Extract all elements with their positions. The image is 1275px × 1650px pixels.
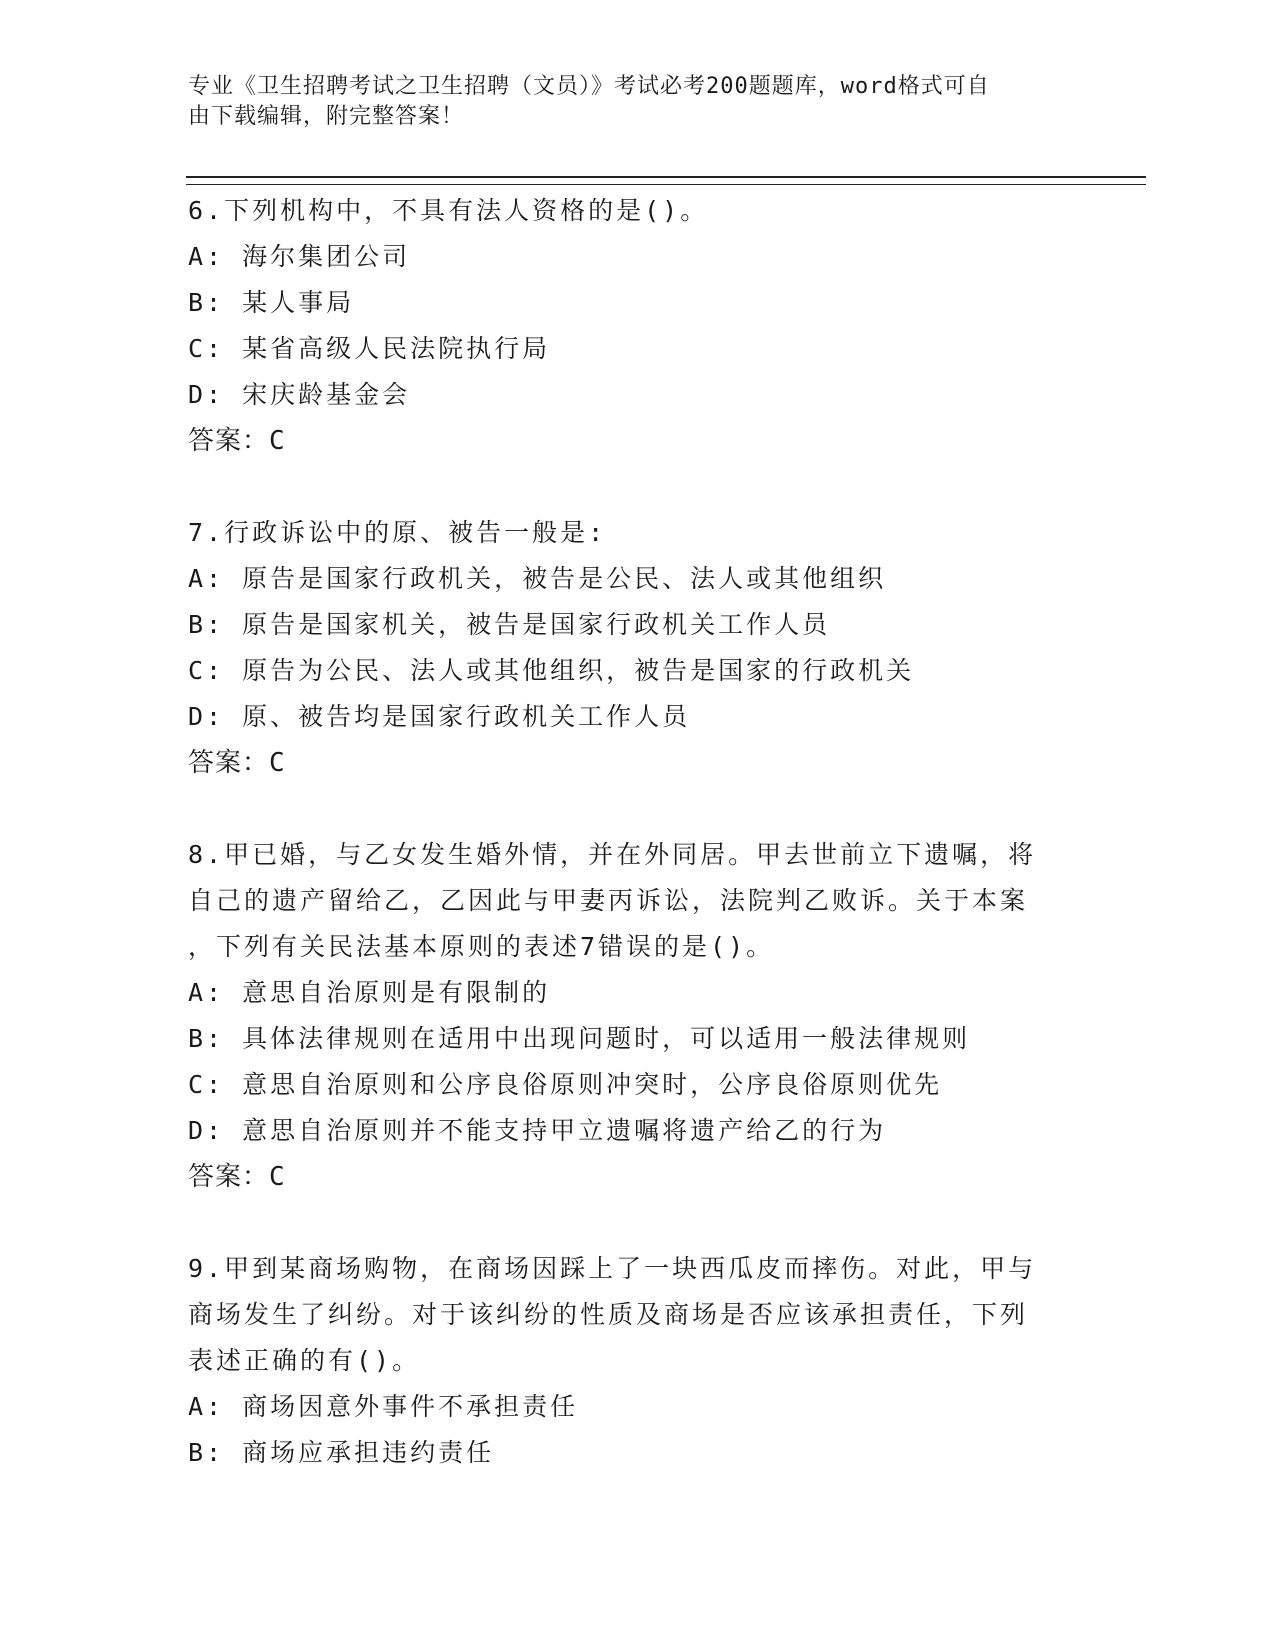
document-header — [188, 72, 1068, 132]
option-c: C: 原告为公民、法人或其他组织，被告是国家的行政机关 — [188, 656, 915, 685]
question-stem: 6.下列机构中，不具有法人资格的是()。 — [188, 196, 709, 225]
question-6 — [188, 188, 1068, 464]
option-a: A: 海尔集团公司 — [188, 242, 411, 271]
question-8 — [188, 832, 1068, 1200]
header-line-2: 由下载编辑，附完整答案！ — [188, 104, 465, 129]
option-d: D: 宋庆龄基金会 — [188, 380, 411, 409]
option-b: B: 某人事局 — [188, 288, 355, 317]
option-a: A: 商场因意外事件不承担责任 — [188, 1392, 579, 1421]
question-stem: 7.行政诉讼中的原、被告一般是: — [188, 518, 607, 547]
answer: 答案：C — [188, 426, 286, 456]
answer: 答案：C — [188, 748, 286, 778]
question-stem-line-1: 9.甲到某商场购物，在商场因踩上了一块西瓜皮而摔伤。对此，甲与 — [188, 1254, 1037, 1283]
option-d: D: 原、被告均是国家行政机关工作人员 — [188, 702, 691, 731]
option-b: B: 商场应承担违约责任 — [188, 1438, 495, 1467]
question-stem-line-3: 表述正确的有()。 — [188, 1346, 421, 1375]
question-stem-line-3: ，下列有关民法基本原则的表述7错误的是()。 — [188, 932, 775, 961]
option-c: C: 某省高级人民法院执行局 — [188, 334, 551, 363]
option-b: B: 原告是国家机关，被告是国家行政机关工作人员 — [188, 610, 831, 639]
question-stem-line-2: 商场发生了纠纷。对于该纠纷的性质及商场是否应该承担责任，下列 — [188, 1300, 1029, 1329]
question-list — [188, 188, 1068, 1476]
option-d: D: 意思自治原则并不能支持甲立遗嘱将遗产给乙的行为 — [188, 1116, 887, 1145]
question-stem-line-1: 8.甲已婚，与乙女发生婚外情，并在外同居。甲去世前立下遗嘱，将 — [188, 840, 1037, 869]
question-9 — [188, 1246, 1068, 1476]
question-7 — [188, 510, 1068, 786]
option-c: C: 意思自治原则和公序良俗原则冲突时，公序良俗原则优先 — [188, 1070, 943, 1099]
header-line-1: 专业《卫生招聘考试之卫生招聘（文员）》考试必考200题题库，word格式可自 — [188, 74, 990, 99]
header-divider — [186, 176, 1146, 185]
question-stem-line-2: 自己的遗产留给乙，乙因此与甲妻丙诉讼，法院判乙败诉。关于本案 — [188, 886, 1029, 915]
option-a: A: 原告是国家行政机关，被告是公民、法人或其他组织 — [188, 564, 887, 593]
option-a: A: 意思自治原则是有限制的 — [188, 978, 551, 1007]
option-b: B: 具体法律规则在适用中出现问题时，可以适用一般法律规则 — [188, 1024, 971, 1053]
answer: 答案：C — [188, 1162, 286, 1192]
